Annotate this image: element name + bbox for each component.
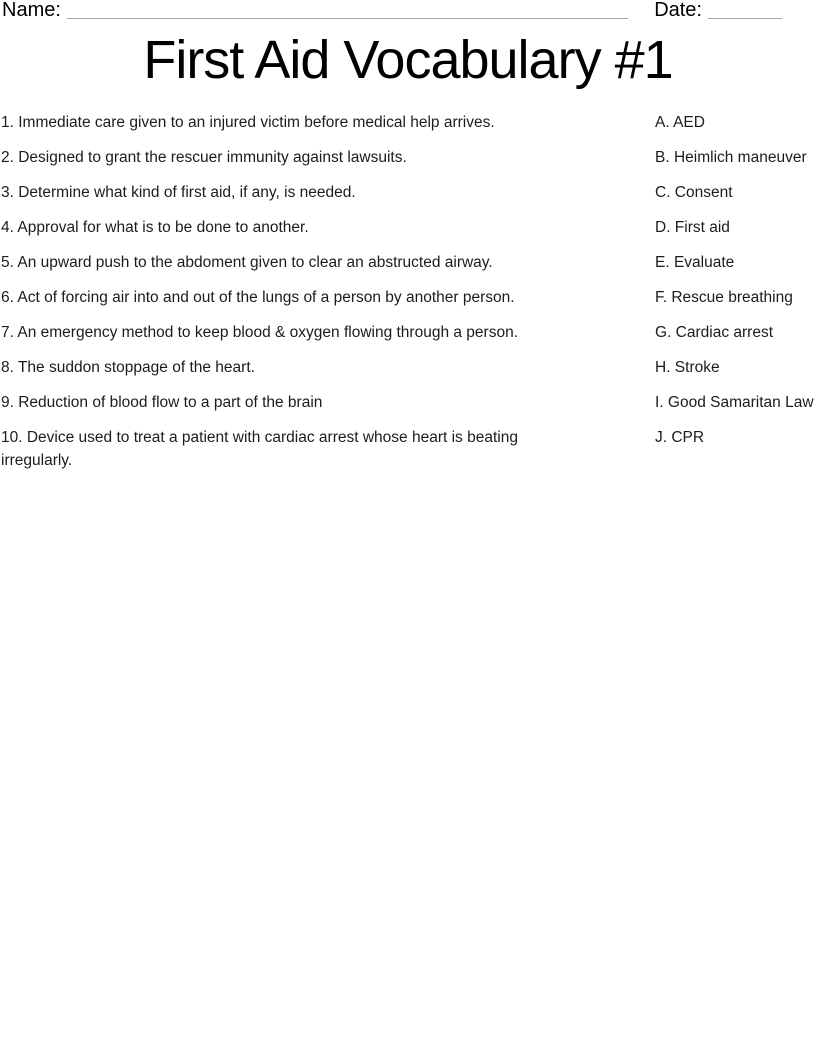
answer-item-j: J. CPR xyxy=(655,429,705,446)
question-item-9: 9. Reduction of blood flow to a part of the brain xyxy=(1,394,323,411)
question-item-2: 2. Designed to grant the rescuer immunity against lawsuits. xyxy=(1,149,407,166)
date-blank-line xyxy=(708,16,782,19)
header xyxy=(2,0,782,21)
name-blank-line xyxy=(67,16,628,19)
questions-list xyxy=(1,111,586,484)
question-item-1: 1. Immediate care given to an injured victim before medical help arrives. xyxy=(1,114,495,131)
question-item-3: 3. Determine what kind of first aid, if any, is needed. xyxy=(1,184,356,201)
answers-list xyxy=(655,111,816,461)
answer-item-i: I. Good Samaritan Law xyxy=(655,394,814,411)
answer-item-g: G. Cardiac arrest xyxy=(655,324,774,341)
page-title: First Aid Vocabulary #1 xyxy=(143,30,673,90)
answer-item-a: A. AED xyxy=(655,114,705,131)
question-item-4: 4. Approval for what is to be done to another. xyxy=(1,219,309,236)
question-item-10: 10. Device used to treat a patient with cardiac arrest whose heart is beating irregularly. xyxy=(1,429,518,469)
question-item-8: 8. The suddon stoppage of the heart. xyxy=(1,359,255,376)
name-label: Name: xyxy=(2,0,61,21)
answer-item-b: B. Heimlich maneuver xyxy=(655,149,807,166)
answer-item-c: C. Consent xyxy=(655,184,733,201)
question-item-7: 7. An emergency method to keep blood & oxygen flowing through a person. xyxy=(1,324,519,341)
date-label: Date: xyxy=(654,0,702,21)
question-item-6: 6. Act of forcing air into and out of the lungs of a person by another person. xyxy=(1,289,515,306)
answer-item-e: E. Evaluate xyxy=(655,254,735,271)
answer-item-f: F. Rescue breathing xyxy=(655,289,793,306)
answer-item-d: D. First aid xyxy=(655,219,730,236)
question-item-5: 5. An upward push to the abdoment given to clear an abstructed airway. xyxy=(1,254,493,271)
answer-item-h: H. Stroke xyxy=(655,359,720,376)
